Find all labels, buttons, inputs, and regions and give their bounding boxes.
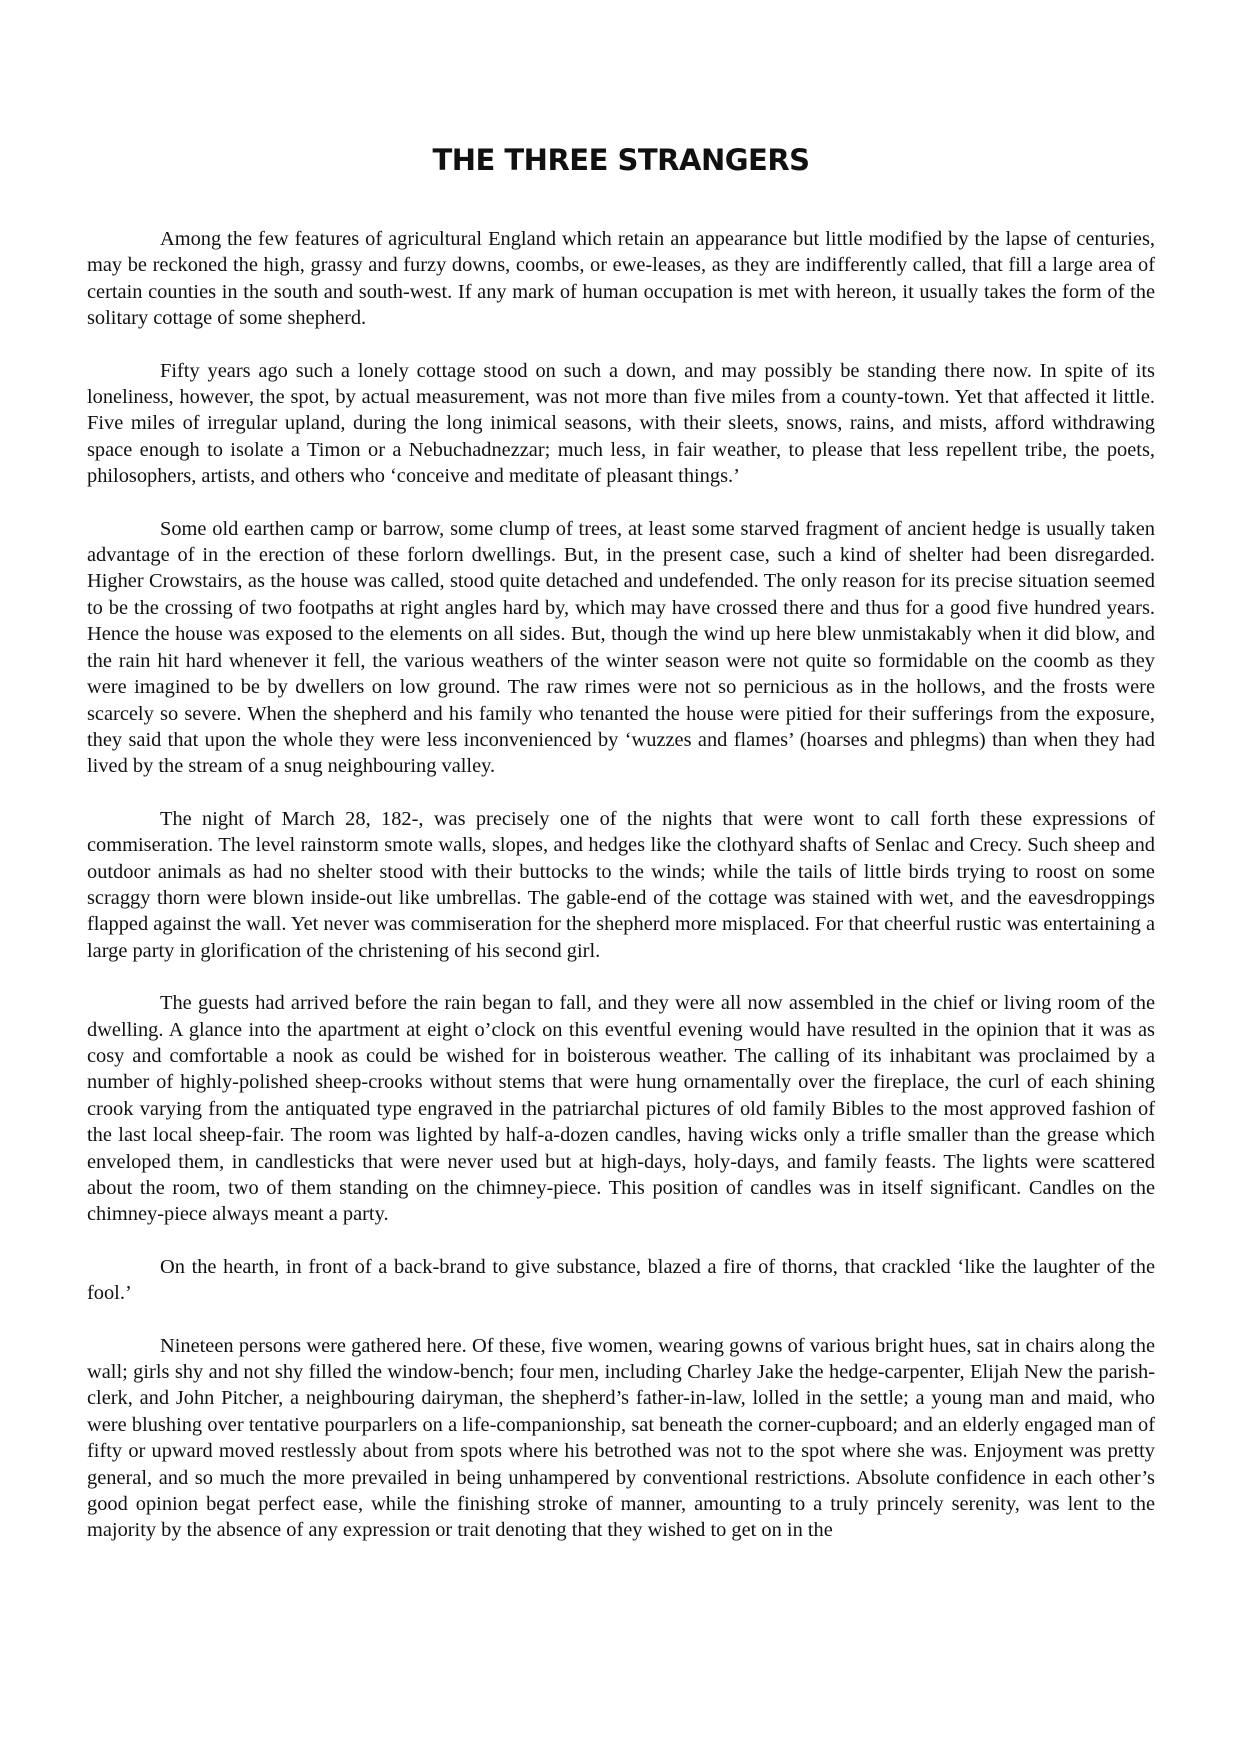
paragraph-6: On the hearth, in front of a back-brand to give substance, blazed a fire of thorns, that crackled ‘like the laughter of the fool.’ — [87, 1255, 1155, 1305]
body-text — [87, 226, 1155, 1544]
paragraph-3: Some old earthen camp or barrow, some clump of trees, at least some starved fragment of ancient hedge is usually taken advantage of in the erection of these forlorn dwellings. But, in the present case, such a kind of shelter had been disregarded. Higher Crowstairs, as the house was called, stood quite detached and undefended. The only reason for its precise situation seemed to be the crossing of two footpaths at right angles hard by, which may have crossed there and thus for a good five hundred years. Hence the house was exposed to the elements on all sides. But, though the wind up here blew unmistakably when it did blow, and the rain hit hard whenever it fell, the various weathers of the winter season were not quite so formidable on the coomb as they were imagined to be by dwellers on low ground. The raw rimes were not so pernicious as in the hollows, and the frosts were scarcely so severe. When the shepherd and his family who tenanted the house were pitied for their sufferings from the exposure, they said that upon the whole they were less inconvenienced by ‘wuzzes and flames’ (hoarses and phlegms) than when they had lived by the stream of a snug neighbouring valley. — [87, 517, 1155, 778]
paragraph-4: The night of March 28, 182-, was precisely one of the nights that were wont to call forth these expressions of commiseration. The level rainstorm smote walls, slopes, and hedges like the clothyard shafts of Senlac and Crecy. Such sheep and outdoor animals as had no shelter stood with their buttocks to the winds; while the tails of little birds trying to roost on some scraggy thorn were blown inside-out like umbrellas. The gable-end of the cottage was stained with wet, and the eavesdroppings flapped against the wall. Yet never was commiseration for the shepherd more misplaced. For that cheerful rustic was entertaining a large party in glorification of the christening of his second girl. — [87, 807, 1155, 962]
paragraph-5: The guests had arrived before the rain began to fall, and they were all now assembled in the chief or living room of the dwelling. A glance into the apartment at eight o’clock on this eventful evening would have resulted in the opinion that it was as cosy and comfortable a nook as could be wished for in boisterous weather. The calling of its inhabitant was proclaimed by a number of highly-polished sheep-crooks without stems that were hung ornamentally over the fireplace, the curl of each shining crook varying from the antiquated type engraved in the patriarchal pictures of old family Bibles to the most approved fashion of the last local sheep-fair. The room was lighted by half-a-dozen candles, having wicks only a trifle smaller than the grease which enveloped them, in candlesticks that were never used but at high-days, holy-days, and family feasts. The lights were scattered about the room, two of them standing on the chimney-piece. This position of candles was in itself significant. Candles on the chimney-piece always meant a party. — [87, 992, 1155, 1226]
paragraph-1: Among the few features of agricultural England which retain an appearance but little modified by the lapse of centuries, may be reckoned the high, grassy and furzy downs, coombs, or ewe-leases, as they are indifferently called, that fill a large area of certain counties in the south and south-west. If any mark of human occupation is met with hereon, it usually takes the form of the solitary cottage of some shepherd. — [87, 228, 1155, 330]
paragraph-7: Nineteen persons were gathered here. Of these, five women, wearing gowns of various bright hues, sat in chairs along the wall; girls shy and not shy filled the window-bench; four men, including Charley Jake the hedge-carpenter, Elijah New the parish-clerk, and John Pitcher, a neighbouring dairyman, the shepherd’s father-in-law, lolled in the settle; a young man and maid, who were blushing over tentative pourparlers on a life-companionship, sat beneath the corner-cupboard; and an elderly engaged man of fifty or upward moved restlessly about from spots where his betrothed was not to the spot where she was. Enjoyment was pretty general, and so much the more prevailed in being unhampered by conventional restrictions. Absolute confidence in each other’s good opinion begat perfect ease, while the finishing stroke of manner, amounting to a truly princely serenity, was lent to the majority by the absence of any expression or trait denoting that they wished to get on in the — [87, 1334, 1155, 1542]
page-title: THE THREE STRANGERS — [432, 143, 810, 177]
paragraph-2: Fifty years ago such a lonely cottage stood on such a down, and may possibly be standing there now. In spite of its loneliness, however, the spot, by actual measurement, was not more than five miles from a county-town. Yet that affected it little. Five miles of irregular upland, during the long inimical seasons, with their sleets, snows, rains, and mists, afford withdrawing space enough to isolate a Timon or a Nebuchadnezzar; much less, in fair weather, to please that less repellent tribe, the poets, philosophers, artists, and others who ‘conceive and meditate of pleasant things.’ — [87, 359, 1155, 488]
